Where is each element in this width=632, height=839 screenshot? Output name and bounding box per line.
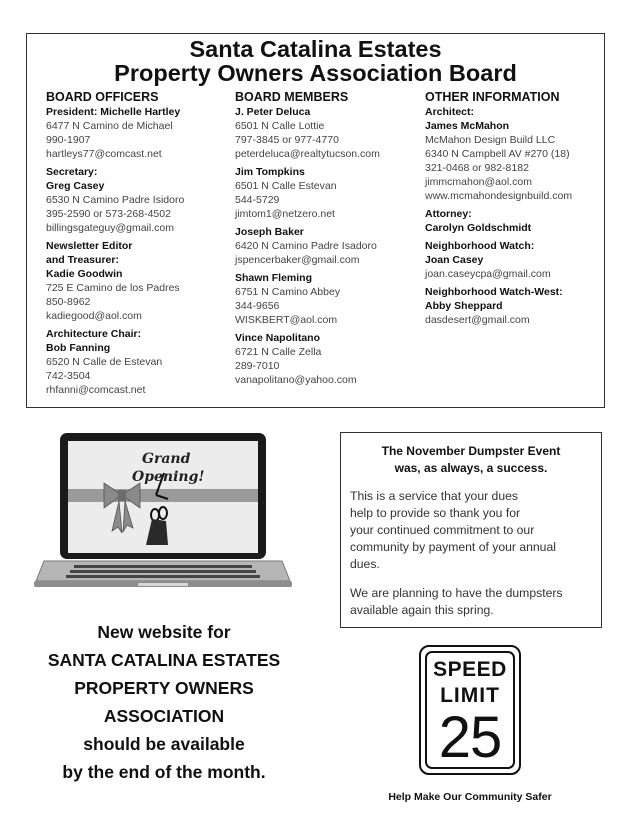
officer-phone: 990-1907 — [46, 134, 91, 146]
other-email: jimmcmahon@aol.com — [425, 176, 532, 188]
grand-text: Grand — [142, 451, 191, 467]
officer-phone: 850-8962 — [46, 296, 91, 308]
other-role: Neighborhood Watch-West: — [425, 286, 563, 298]
member-entry — [235, 105, 417, 161]
board-members-column — [235, 91, 417, 391]
other-email: joan.caseycpa@gmail.com — [425, 268, 551, 280]
other-address: 6340 N Campbell AV #270 (18) — [425, 148, 570, 160]
board-directory — [26, 33, 605, 408]
board-members-heading: BOARD MEMBERS — [235, 90, 349, 104]
member-phone: 797-3845 or 977-4770 — [235, 134, 339, 146]
member-phone: 289-7010 — [235, 360, 280, 372]
other-website: www.mcmahondesignbuild.com — [425, 190, 573, 202]
officer-entry — [46, 239, 231, 323]
dumpster-text-line: available again this spring. — [350, 603, 494, 617]
other-role: Architect: — [425, 106, 475, 118]
member-entry — [235, 165, 417, 221]
officer-address: 6520 N Calle de Estevan — [46, 356, 163, 368]
laptop-illustration — [34, 433, 292, 593]
member-phone: 544-5729 — [235, 194, 280, 206]
member-name: J. Peter Deluca — [235, 106, 311, 118]
member-name: Shawn Fleming — [235, 272, 313, 284]
dumpster-text-line: your continued commitment to our — [350, 523, 535, 537]
dumpster-text-line: dues. — [350, 557, 380, 571]
board-officers-heading: BOARD OFFICERS — [46, 90, 159, 104]
member-name: Joseph Baker — [235, 226, 304, 238]
sign-number: 25 — [438, 705, 502, 770]
other-name: James McMahon — [425, 120, 510, 132]
opening-text: Opening! — [132, 469, 205, 485]
member-address: 6501 N Calle Estevan — [235, 180, 337, 192]
keyboard-icon — [66, 565, 260, 578]
member-email: jimtom1@netzero.net — [235, 208, 335, 220]
officer-role: Architecture Chair: — [46, 328, 142, 340]
dumpster-paragraph-2 — [350, 585, 600, 619]
promo-line: PROPERTY OWNERS — [74, 678, 254, 698]
member-email: WISKBERT@aol.com — [235, 314, 338, 326]
other-email: dasdesert@gmail.com — [425, 314, 530, 326]
officer-address: 6530 N Camino Padre Isidoro — [46, 194, 185, 206]
speed-limit-sign — [419, 645, 521, 775]
officer-name: Bob Fanning — [46, 342, 111, 354]
other-entry — [425, 239, 603, 281]
other-information-heading: OTHER INFORMATION — [425, 90, 560, 104]
other-entry — [425, 105, 603, 203]
officer-entry — [46, 327, 231, 397]
dumpster-text-line: We are planning to have the dumpsters — [350, 586, 563, 600]
member-entry — [235, 271, 417, 327]
board-title — [27, 37, 604, 85]
other-entry — [425, 207, 603, 235]
member-entry — [235, 225, 417, 267]
promo-line: ASSOCIATION — [103, 706, 225, 726]
dumpster-heading-line: was, as always, a success. — [394, 461, 548, 475]
promo-line: by the end of the month. — [62, 762, 266, 782]
officer-role-2: and Treasurer: — [46, 254, 119, 266]
dumpster-event-box — [340, 432, 602, 628]
member-name: Vince Napolitano — [235, 332, 320, 344]
other-role: Neighborhood Watch: — [425, 240, 535, 252]
officer-entry — [46, 105, 231, 161]
officer-role: Secretary: — [46, 166, 98, 178]
dumpster-paragraph-1 — [350, 488, 600, 573]
touchpad-notch — [138, 583, 188, 586]
officer-email: kadiegood@aol.com — [46, 310, 142, 322]
officer-phone: 742-3504 — [46, 370, 91, 382]
dumpster-heading-line: The November Dumpster Event — [381, 444, 561, 458]
member-email: peterdeluca@realtytucson.com — [235, 148, 380, 160]
officer-entry — [46, 165, 231, 235]
sign-limit-text: LIMIT — [440, 684, 500, 707]
member-entry — [235, 331, 417, 387]
other-company: McMahon Design Build LLC — [425, 134, 556, 146]
officer-name: Greg Casey — [46, 180, 105, 192]
sign-speed-text: SPEED — [433, 658, 507, 681]
member-email: jspencerbaker@gmail.com — [235, 254, 360, 266]
promo-line: SANTA CATALINA ESTATES — [47, 650, 281, 670]
other-phone: 321-0468 or 982-8182 — [425, 162, 529, 174]
other-name: Carolyn Goldschmidt — [425, 222, 532, 234]
officer-phone: 395-2590 or 573-268-4502 — [46, 208, 171, 220]
other-name: Joan Casey — [425, 254, 484, 266]
member-address: 6420 N Camino Padre Isadoro — [235, 240, 377, 252]
officer-role: Newsletter Editor — [46, 240, 133, 252]
promo-line: should be available — [83, 734, 245, 754]
officer-role: President: Michelle Hartley — [46, 106, 181, 118]
safety-caption: Help Make Our Community Safer — [388, 791, 552, 803]
dumpster-heading — [341, 443, 601, 477]
member-address: 6721 N Calle Zella — [235, 346, 322, 358]
board-title-line1: Santa Catalina Estates — [189, 36, 442, 62]
website-announcement — [20, 618, 308, 786]
other-entry — [425, 285, 603, 327]
officer-address: 6477 N Camino de Michael — [46, 120, 173, 132]
officer-address: 725 E Camino de los Padres — [46, 282, 180, 294]
other-name: Abby Sheppard — [425, 300, 503, 312]
officer-email: hartleys77@comcast.net — [46, 148, 162, 160]
member-address: 6751 N Camino Abbey — [235, 286, 341, 298]
board-title-line2: Property Owners Association Board — [114, 60, 517, 86]
dumpster-text-line: help to provide so thank you for — [350, 506, 521, 520]
board-officers-column — [46, 91, 231, 401]
officer-name: Kadie Goodwin — [46, 268, 123, 280]
other-information-column — [425, 91, 603, 331]
promo-line: New website for — [97, 622, 231, 642]
dumpster-text-line: This is a service that your dues — [350, 489, 518, 503]
dumpster-text-line: community by payment of your annual — [350, 540, 556, 554]
member-name: Jim Tompkins — [235, 166, 305, 178]
officer-email: billingsgateguy@gmail.com — [46, 222, 174, 234]
member-address: 6501 N Calle Lottie — [235, 120, 325, 132]
other-role: Attorney: — [425, 208, 472, 220]
member-email: vanapolitano@yahoo.com — [235, 374, 357, 386]
member-phone: 344-9656 — [235, 300, 280, 312]
speed-limit-sign-border — [425, 651, 515, 769]
officer-email: rhfanni@comcast.net — [46, 384, 146, 396]
ribbon-icon — [68, 489, 258, 502]
